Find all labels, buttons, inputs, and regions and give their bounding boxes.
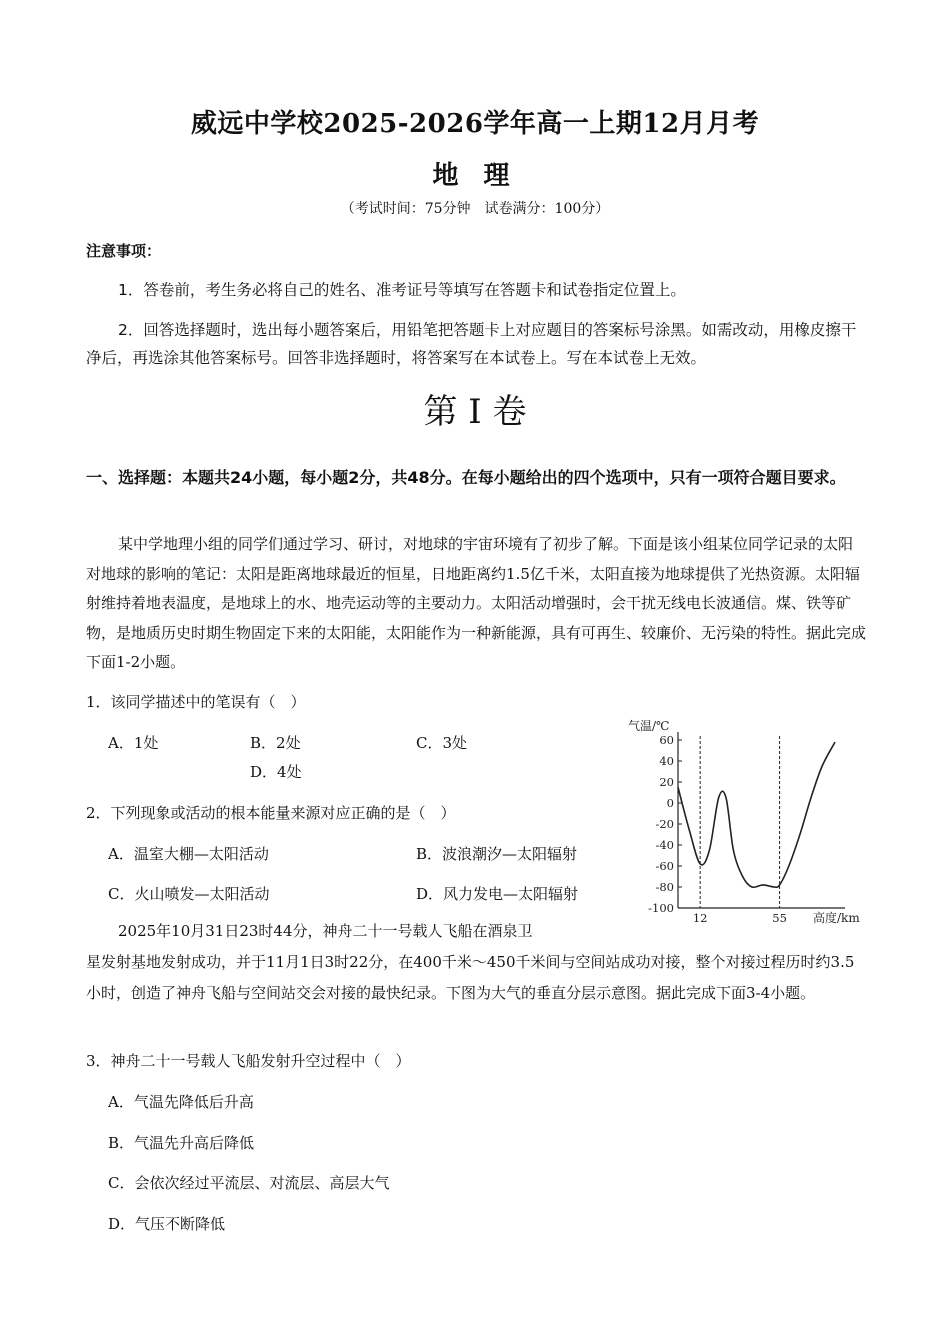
passage-2-rest: 星发射基地发射成功，并于11月1日3时22分，在400千米～450千米间与空间站成功对接，整个对接过程历时约3.5小时，创造了神舟飞船与空间站交会对接的最快纪录。下图为大气的垂直分层示意图。据此完成下面3-4小题。 [86,953,855,1002]
subject-title: 地 理 [432,161,518,191]
q3-option-b[interactable]: B．气温先升高后降低 [108,1134,255,1152]
question-1-stem: 1．该同学描述中的笔误有（ ） [86,693,306,711]
q3-option-a[interactable]: A．气温先降低后升高 [108,1093,254,1111]
y-axis-label: 气温/℃ [628,719,670,733]
y-tick-label: 60 [659,733,674,747]
q2-option-d[interactable]: D．风力发电—太阳辐射 [416,885,579,903]
section-heading: 一、选择题：本题共24小题，每小题2分，共48分。在每小题给出的四个选项中，只有一项符合题目要求。 [86,468,846,487]
q1-option-b[interactable]: B．2处 [250,734,301,752]
question-3-stem: 3．神舟二十一号载人飞船发射升空过程中（ ） [86,1052,411,1070]
exam-title: 威远中学校2025-2026学年高一上期12月月考 [190,109,760,139]
q3-option-c[interactable]: C．会依次经过平流层、对流层、高层大气 [108,1174,390,1192]
x-axis-label: 高度/km [813,911,860,925]
y-tick-label: 0 [666,796,674,810]
q2-option-c[interactable]: C．火山喷发—太阳活动 [108,885,270,903]
q3-option-d[interactable]: D．气压不断降低 [108,1215,226,1233]
passage-2-line-1: 2025年10月31日23时44分，神舟二十一号载人飞船在酒泉卫 [118,922,533,940]
notice-item-1: 1．答卷前，考生务必将自己的姓名、准考证号等填写在答题卡和试卷指定位置上。 [118,281,686,299]
question-2-stem: 2．下列现象或活动的根本能量来源对应正确的是（ ） [86,804,456,822]
passage-1: 某中学地理小组的同学们通过学习、研讨，对地球的宇宙环境有了初步了解。下面是该小组某位同学记录的太阳对地球的影响的笔记：太阳是距离地球最近的恒星，日地距离约1.5亿千米，太阳直接为地球提供了光热资源。太阳辐射维持着地表温度，是地球上的水、地壳运动等的主要动力。太阳活动增强时，会干扰无线电长波通信。煤、铁等矿物，是地质历史时期生物固定下来的太阳能，太阳能作为一种新能源，具有可再生、较廉价、无污染的特性。据此完成下面1-2小题。 [86,535,867,671]
y-tick-label: -40 [655,838,674,852]
y-tick-label: -100 [648,901,674,915]
y-tick-label: -60 [655,859,674,873]
exam-info: （考试时间：75分钟 试卷满分：100分） [340,201,610,217]
q2-option-a[interactable]: A．温室大棚—太阳活动 [108,845,269,863]
q2-option-b[interactable]: B．波浪潮汐—太阳辐射 [416,845,578,863]
q1-option-c[interactable]: C．3处 [416,734,468,752]
x-tick-label: 55 [772,911,787,925]
y-tick-label: 20 [659,775,674,789]
q1-option-a[interactable]: A．1处 [108,734,159,752]
temperature-curve [678,742,835,887]
y-tick-label: 40 [659,754,674,768]
atmosphere-temperature-chart [620,712,870,932]
notice-heading: 注意事项： [86,242,162,260]
y-tick-label: -20 [655,817,674,831]
volume-title: 第 I 卷 [423,392,527,432]
y-tick-label: -80 [655,880,674,894]
notice-item-2: 2．回答选择题时，选出每小题答案后，用铅笔把答题卡上对应题目的答案标号涂黑。如需改动，用橡皮擦干净后，再选涂其他答案标号。回答非选择题时，将答案写在本试卷上。写在本试卷上无效。 [86,321,857,367]
x-tick-label: 12 [692,911,708,925]
q1-option-d[interactable]: D．4处 [250,763,302,781]
